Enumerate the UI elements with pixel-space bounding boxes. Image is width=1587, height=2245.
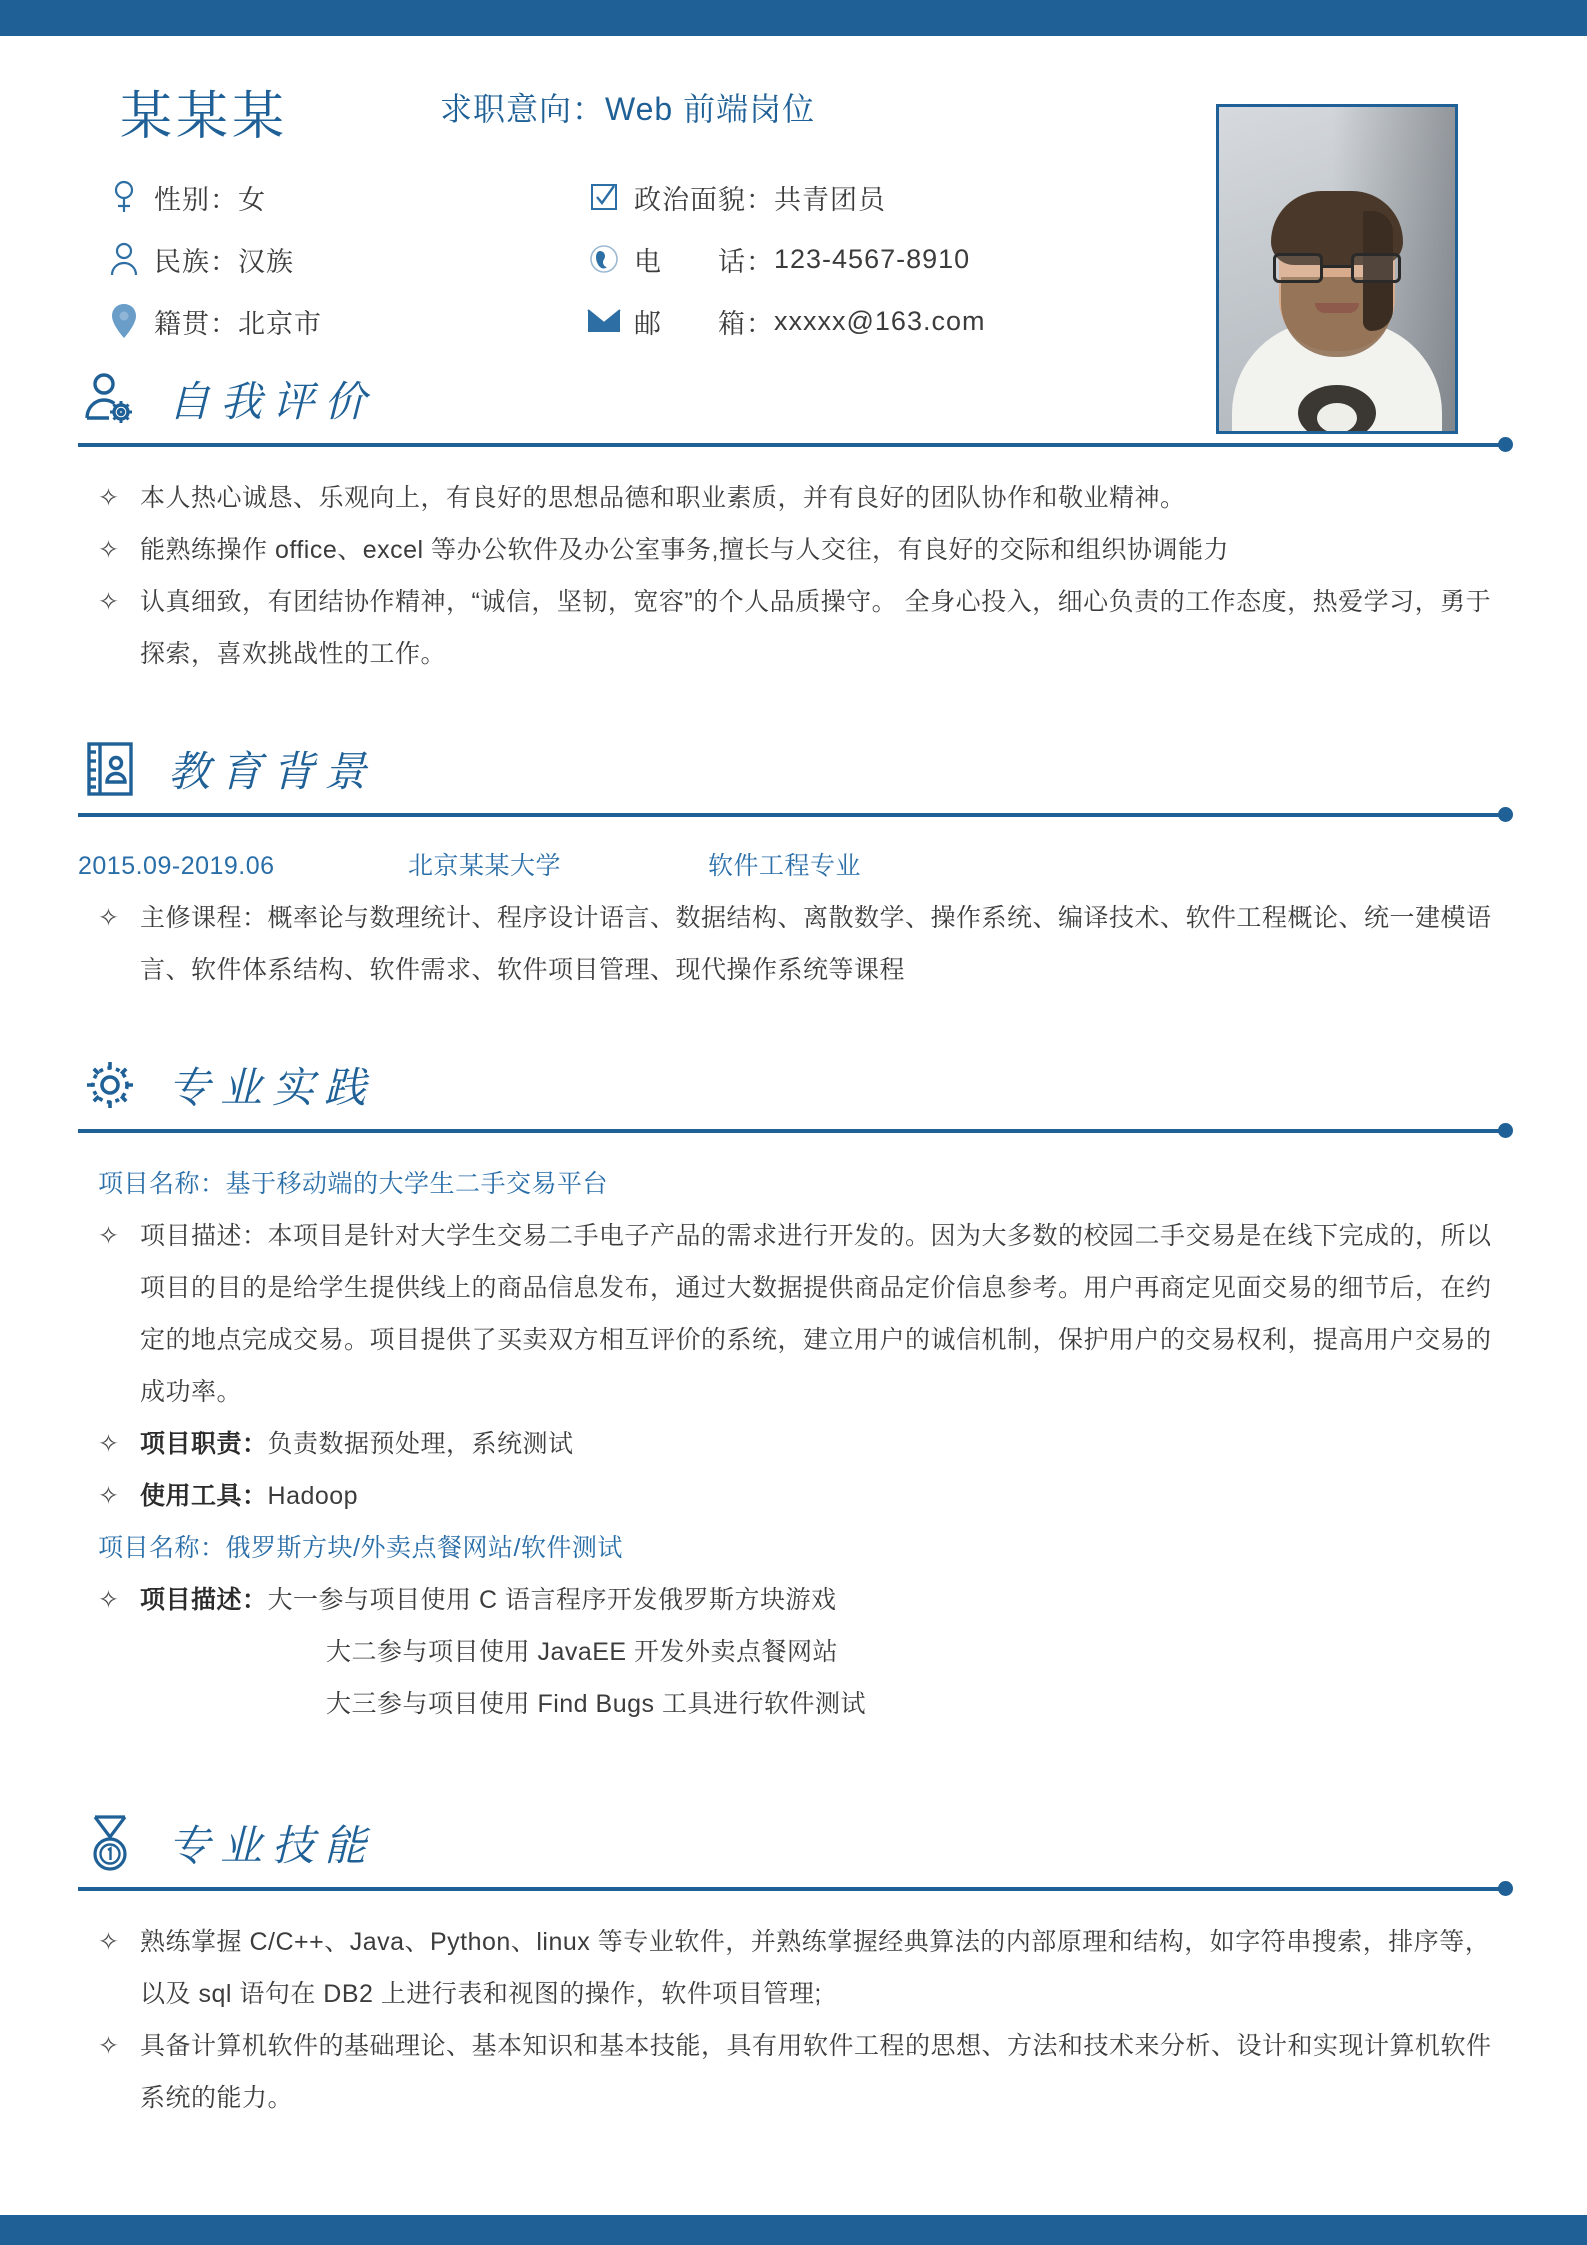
- list-item: ✧ 主修课程：概率论与数理统计、程序设计语言、数据结构、离散数学、操作系统、编译技术、软件工程概论、统一建模语言、软件体系结构、软件需求、软件项目管理、现代操作系统等课程: [78, 892, 1513, 996]
- project-name: [78, 1158, 1513, 1210]
- info-hometown-label: 籍贯：: [154, 308, 238, 339]
- medal-icon: [78, 1811, 142, 1875]
- section-title: 专业技能: [168, 1824, 377, 1870]
- project-desc-label: 项目描述：: [140, 1222, 268, 1250]
- address-book-icon: [78, 737, 142, 801]
- info-phone-value: 123-4567-8910: [774, 243, 971, 274]
- divider-dot: [1498, 1123, 1513, 1138]
- project-desc-label: 项目描述：: [140, 1586, 268, 1614]
- job-objective: 求职意向：Web 前端岗位: [440, 91, 816, 127]
- project-name-label: 项目名称：: [98, 1534, 226, 1562]
- list-item: [78, 1210, 1513, 1418]
- list-item: [78, 1470, 1513, 1522]
- info-email-value: xxxxx@163.com: [774, 305, 986, 336]
- bottom-brand-bar: [0, 2215, 1587, 2245]
- list-item: [78, 1574, 1513, 1626]
- envelope-icon: [584, 301, 624, 341]
- section-body: [0, 1134, 1587, 1730]
- list-item: ✧ 能熟练操作 office、excel 等办公软件及办公室事务,擅长与人交往，有良好的交际和组织协调能力: [78, 524, 1513, 576]
- skills-list: [78, 1916, 1513, 2124]
- info-row: [104, 290, 1164, 352]
- section-practice: [0, 1042, 1587, 1730]
- project-name-value: 基于移动端的大学生二手交易平台: [225, 1170, 609, 1198]
- project-desc-text: 本项目是针对大学生交易二手电子产品的需求进行开发的。因为大多数的校园二手交易是在线下完成的，所以项目的目的是给学生提供线上的商品信息发布，通过大数据提供商品定价信息参考。用户再商定见面交易的细节后，在约定的地点完成交易。项目提供了买卖双方相互评价的系统，建立用户的诚信机制，保护用户的交易权利，提高用户交易的成功率。: [140, 1222, 1492, 1406]
- education-entry: [78, 840, 1513, 892]
- project-name-label: 项目名称：: [98, 1170, 226, 1198]
- info-ethnicity-label: 民族：: [154, 246, 238, 277]
- info-phone-label: 电 话：: [634, 246, 774, 277]
- applicant-name: 某某某: [120, 88, 289, 146]
- info-hometown-value: 北京市: [238, 308, 322, 339]
- info-political-value: 共青团员: [774, 184, 886, 215]
- info-political-status: [584, 177, 1164, 217]
- info-gender: [104, 177, 584, 217]
- project-extra-line: 大三参与项目使用 Find Bugs 工具进行软件测试: [326, 1690, 866, 1718]
- female-gender-icon: [104, 177, 144, 217]
- personal-info-grid: [104, 166, 1164, 352]
- project-desc-text: 大一参与项目使用 C 语言程序开发俄罗斯方块游戏: [267, 1586, 837, 1614]
- divider-dot: [1498, 807, 1513, 822]
- info-political-label: 政治面貌：: [634, 184, 774, 215]
- section-self-evaluation: [0, 356, 1587, 680]
- education-school: 北京某某大学: [408, 852, 562, 880]
- info-gender-label: 性别：: [154, 184, 238, 215]
- info-email-label: 邮 箱：: [634, 308, 774, 339]
- divider-dot: [1498, 1881, 1513, 1896]
- project-duty-label: 项目职责：: [140, 1430, 268, 1458]
- section-header: [0, 726, 1587, 812]
- self-evaluation-list: [78, 472, 1513, 680]
- top-brand-bar: [0, 0, 1587, 36]
- education-major: 软件工程专业: [708, 852, 862, 880]
- divider-dot: [1498, 437, 1513, 452]
- info-gender-value: 女: [238, 184, 266, 215]
- info-ethnicity: [104, 239, 584, 279]
- info-hometown: [104, 301, 584, 341]
- section-divider: [78, 442, 1513, 448]
- project-duty-text: 负责数据预处理，系统测试: [267, 1430, 574, 1458]
- section-title: 教育背景: [168, 750, 377, 796]
- section-skills: [0, 1800, 1587, 2124]
- list-item: ✧ 本人热心诚恳、乐观向上，有良好的思想品德和职业素质，并有良好的团队协作和敬业精神。: [78, 472, 1513, 524]
- project-detail-list: [78, 1210, 1513, 1522]
- person-icon: [104, 239, 144, 279]
- project-tools-text: Hadoop: [267, 1482, 359, 1510]
- project-detail-list: [78, 1574, 1513, 1626]
- section-title: 自我评价: [168, 380, 377, 426]
- section-divider: [78, 812, 1513, 818]
- list-item: ✧ 具备计算机软件的基础理论、基本知识和基本技能，具有用软件工程的思想、方法和技术来分析、设计和实现计算机软件系统的能力。: [78, 2020, 1513, 2124]
- project-tools-label: 使用工具：: [140, 1482, 268, 1510]
- gear-icon: [78, 1053, 142, 1117]
- info-ethnicity-value: 汉族: [238, 246, 294, 277]
- list-item: [78, 1418, 1513, 1470]
- section-divider: [78, 1128, 1513, 1134]
- section-body: [0, 818, 1587, 996]
- list-item: ✧ 熟练掌握 C/C++、Java、Python、linux 等专业软件，并熟练掌握经典算法的内部原理和结构，如字符串搜索，排序等，以及 sql 语句在 DB2 上进行表和视图的操作，软件项目管理;: [78, 1916, 1513, 2020]
- section-body: [0, 448, 1587, 680]
- list-item: ✧ 认真细致，有团结协作精神，“诚信，坚韧，宽容”的个人品质操守。 全身心投入，细心负责的工作态度，热爱学习，勇于探索，喜欢挑战性的工作。: [78, 576, 1513, 680]
- phone-icon: [584, 239, 624, 279]
- section-divider: [78, 1886, 1513, 1892]
- checkbox-checked-icon: [584, 177, 624, 217]
- section-header: [0, 356, 1587, 442]
- section-body: [0, 1892, 1587, 2124]
- person-gear-icon: [78, 367, 142, 431]
- location-pin-icon: [104, 301, 144, 341]
- info-row: [104, 166, 1164, 228]
- education-date: 2015.09-2019.06: [78, 852, 275, 880]
- project-name-value: 俄罗斯方块/外卖点餐网站/软件测试: [225, 1534, 623, 1562]
- section-education: [0, 726, 1587, 996]
- section-header: [0, 1042, 1587, 1128]
- project-extra-line: 大二参与项目使用 JavaEE 开发外卖点餐网站: [326, 1638, 839, 1666]
- info-phone: [584, 239, 1164, 279]
- info-email: [584, 301, 1164, 341]
- section-header: [0, 1800, 1587, 1886]
- project-name: [78, 1522, 1513, 1574]
- info-row: [104, 228, 1164, 290]
- section-title: 专业实践: [168, 1066, 377, 1112]
- education-course-list: [78, 892, 1513, 996]
